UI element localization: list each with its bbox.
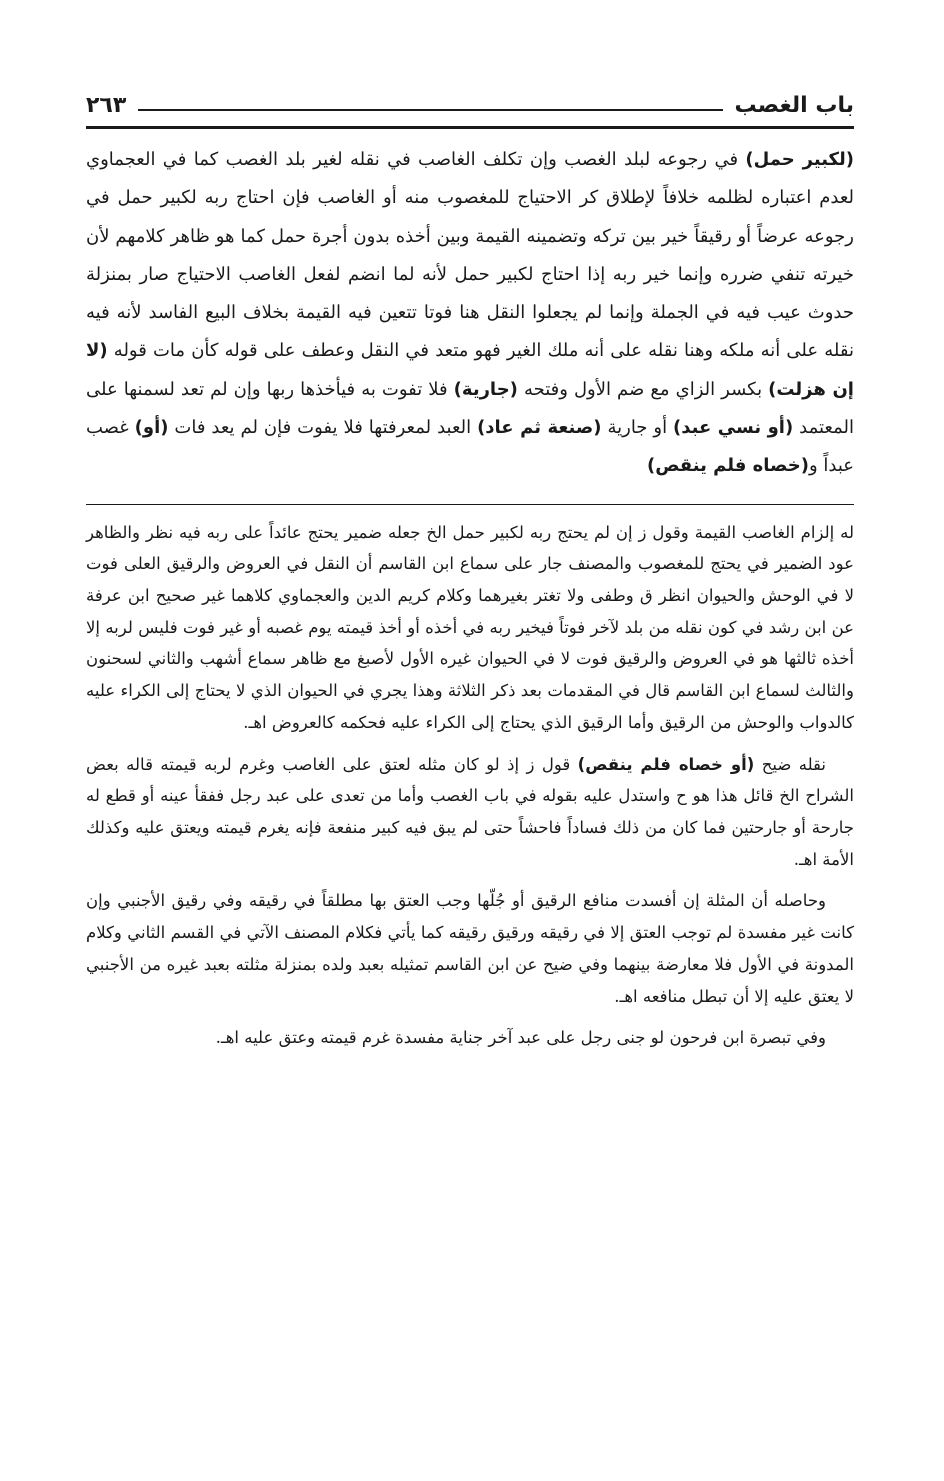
footnote-segment: (أو خصاه فلم ينقص) <box>577 754 755 774</box>
footnote-segment: وفي تبصرة ابن فرحون لو جنى رجل على عبد آخر جناية مفسدة غرم قيمته وعتق عليه اهـ. <box>215 1028 826 1048</box>
main-segment: (أو نسي عبد) <box>673 417 794 439</box>
footnote-paragraph <box>86 749 854 876</box>
main-segment: (لكبير حمل) <box>745 149 854 170</box>
main-segment: (صنعة ثم عاد) <box>477 417 602 439</box>
main-segment: غصب عبداً و <box>86 417 854 477</box>
main-segment: أو جارية <box>601 417 674 439</box>
footnotes <box>86 517 854 1054</box>
footnote-paragraph <box>86 885 854 1012</box>
main-segment: في رجوعه لبلد الغصب وإن تكلف الغاصب في نقله لغير بلد الغصب كما في العجماوي لعدم اعتباره لظلمه خلافاً لإطلاق كر الاحتياج للمغصوب منه أو الغاصب فإن احتاج ربه لكبير حمل في رجوعه عرضاً أو رقيقاً خير بين تركه وتضمينه القيمة وبين أخذه بدون أجرة حمل كما هو ظاهر كلامهم لأن خيرته تنفي ضرره وإنما خير ربه إذا احتاج لكبير حمل لأنه لما انضم لفعل الغاصب الاحتياج صار بمنزلة حدوث عيب فيه في الجملة وإنما لم يجعلوا النقل هنا فوتا تتعين فيه القيمة بخلاف البيع الفاسد لأنه فيه نقله على أنه ملكه وهنا نقله على أنه ملك الغير فهو متعد في النقل وعطف على قوله كأن مات قوله <box>86 149 854 362</box>
main-segment: العبد لمعرفتها فلا يفوت فإن لم يعد فات <box>168 417 478 439</box>
main-segment: (خصاه فلم ينقص) <box>647 455 809 477</box>
main-segment: (لا إن هزلت) <box>86 340 854 400</box>
footnote-segment: له إلزام الغاصب القيمة وقول ز إن لم يحتج ربه لكبير حمل الخ جعله ضمير يحتج عائداً على ربه فيه نظر والظاهر عود الضمير في يحتج للمغصوب والمصنف جار على سماع ابن القاسم أن النقل في العروض والرقيق العلى فوت لا في الوحش والحيوان انظر ق وطفى ولا تغتر بغيرهما وكلام كريم الدين والعجماوي كلاهما غير صحيح ابن عرفة عن ابن رشد في كون نقله من بلد لآخر فوتاً فيخير ربه في أخذه أو أخذ قيمته يوم غصبه أو غير فوت فليس لربه إلا أخذه ثالثها هو في العروض والرقيق فوت لا في الحيوان غيره الأول لأصبغ مع ظاهر سماع أشهب والثاني لسحنون والثالث لسماع ابن القاسم قال في المقدمات بعد ذكر الثلاثة وهذا يجري في الحيوان الذي لا يحتاج إلى الكراء عليه كالدواب والوحش من الرقيق وأما الرقيق الذي يحتاج إلى الكراء عليه فحكمه كالعروض اهـ. <box>86 522 854 732</box>
main-segment: (جارية) <box>453 378 518 400</box>
header-rule <box>86 126 854 129</box>
book-page <box>86 86 854 1466</box>
main-segment: بكسر الزاي مع ضم الأول وفتحه <box>517 378 769 400</box>
footnote-segment: قول ز إذ لو كان مثله لعتق على الغاصب وغرم لربه قيمته قاله بعض الشراح الخ قائل هذا هو ح واستدل عليه بقوله في باب الغصب وأما من تعدى على عبد رجل ففقأ عينه أو قطع له جارحة أو جارحتين فما كان من ذلك فساداً فاحشاً حتى لم يبق فيه كبير منفعة فإنه يغرم قيمته ويعتق عليه وكذلك الأمة اهـ. <box>86 754 854 869</box>
chapter-title: باب الغصب <box>734 93 854 118</box>
footnote-paragraph <box>86 1022 854 1054</box>
main-text <box>86 141 854 486</box>
header-divider <box>138 109 722 111</box>
main-segment: (أو) <box>134 417 169 439</box>
footnote-separator <box>86 504 854 505</box>
footnote-segment: نقله ضيح <box>754 754 826 774</box>
page-header <box>86 86 854 120</box>
footnote-segment: وحاصله أن المثلة إن أفسدت منافع الرقيق أو جُلّها وجب العتق بها مطلقاً في رقيقه وفي رقيق الأجنبي وإن كانت غير مفسدة لم توجب العتق إلا في رقيقه ورقيق رقيقه كما يأتي فكلام المصنف الآتي في القسم الثاني وكلام المدونة في الأول فلا معارضة بينهما وفي ضيح عن ابن القاسم تمثيله بعبد ولده بمنزلة مثلته بعبد غيره من الأجنبي لا يعتق عليه إلا أن تبطل منافعه اهـ. <box>86 891 854 1006</box>
footnote-paragraph <box>86 517 854 739</box>
main-segment: فلا تفوت به فيأخذها ربها وإن لم تعد لسمنها على المعتمد <box>86 378 854 439</box>
page-number: ٢٦٣ <box>86 93 127 118</box>
